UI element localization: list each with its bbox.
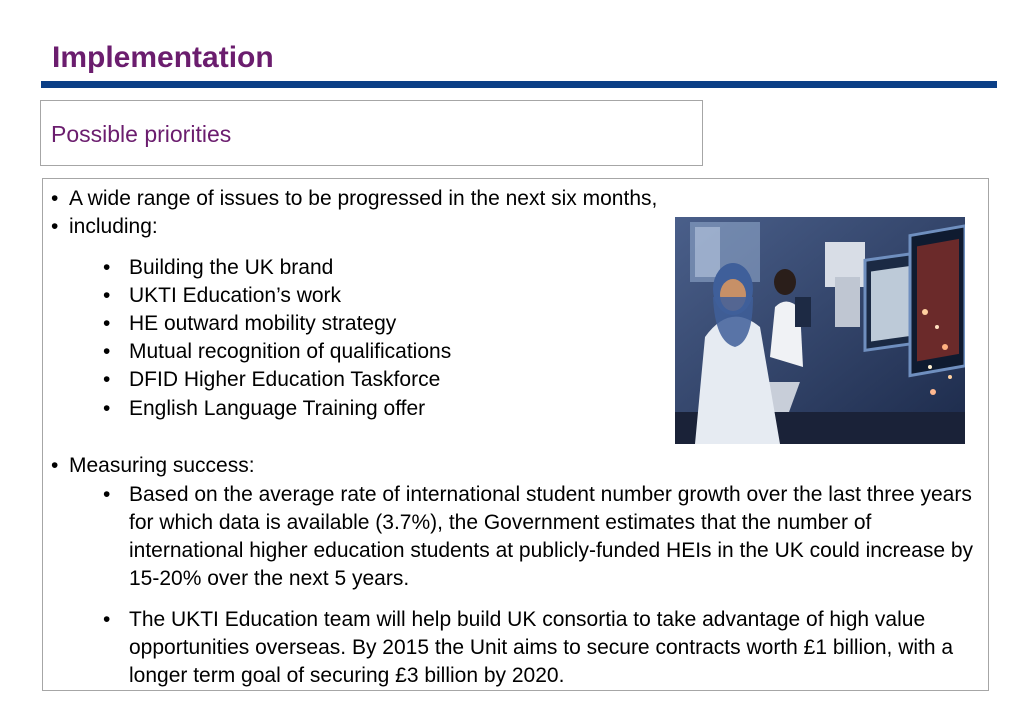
bullet-marker: •	[51, 187, 59, 210]
priority-text: Building the UK brand	[129, 256, 334, 279]
intro-bullet-text: including:	[69, 215, 158, 238]
bullet-marker: •	[103, 483, 111, 506]
page-title: Implementation	[52, 41, 274, 74]
bullet-marker: •	[103, 312, 111, 335]
bullet-marker: •	[103, 256, 111, 279]
bullet-marker: •	[103, 284, 111, 307]
bullet-marker: •	[103, 397, 111, 420]
bullet-marker: •	[51, 215, 59, 238]
lab-photo	[675, 217, 965, 444]
measuring-heading: Measuring success:	[69, 454, 255, 477]
intro-bullet-text: A wide range of issues to be progressed in the next six months,	[69, 187, 658, 210]
bullet-marker: •	[103, 340, 111, 363]
measuring-point-text: The UKTI Education team will help build UK consortia to take advantage of high value opportunities overseas. By 2015 the Unit aims to secure contracts worth £1 billion, with a longer term goal of securing £3 billion by 2020.	[129, 608, 954, 687]
priority-text: Mutual recognition of qualifications	[129, 340, 452, 363]
subtitle: Possible priorities	[51, 121, 232, 147]
content-box	[42, 178, 989, 691]
priority-text: English Language Training offer	[129, 397, 426, 420]
priority-text: UKTI Education’s work	[129, 284, 342, 307]
bullet-marker: •	[103, 368, 111, 391]
priority-text: DFID Higher Education Taskforce	[129, 368, 441, 391]
measuring-point-text: Based on the average rate of international student number growth over the last three years for which data is available (3.7%), the Government estimates that the number of international higher education students at publicly-funded HEIs in the UK could increase by 15-20% over the next 5 years.	[129, 483, 974, 590]
priority-text: HE outward mobility strategy	[129, 312, 397, 335]
lab-photo-illustration	[675, 217, 965, 444]
title-divider	[41, 81, 997, 88]
bullet-marker: •	[103, 608, 111, 631]
bullet-marker: •	[51, 454, 59, 477]
subtitle-box	[40, 100, 703, 166]
